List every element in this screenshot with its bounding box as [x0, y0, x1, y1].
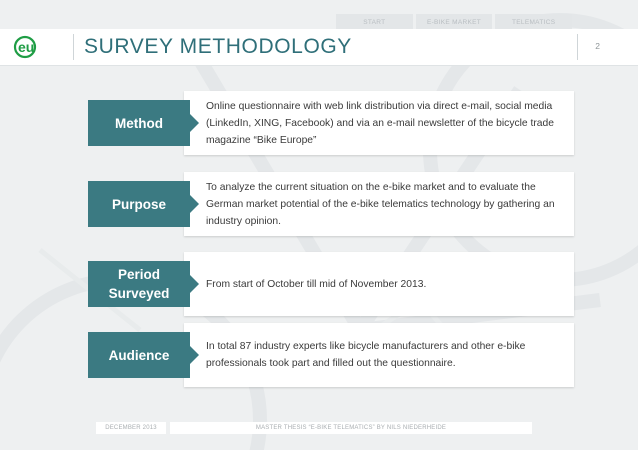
purpose-label: Purpose [88, 181, 190, 227]
top-navigation [336, 14, 572, 30]
purpose-row [88, 172, 574, 236]
nav-tab-e-bike-market[interactable]: E-BIKE MARKET [416, 14, 493, 30]
footer-thesis-title: MASTER THESIS “E-BIKE TELEMATICS” BY NILS NIEDERHEIDE [170, 422, 532, 434]
audience-description: In total 87 industry experts like bicycle manufacturers and other e-bike professionals took part and filled out the questionnaire. [206, 341, 526, 369]
method-row [88, 91, 574, 155]
footer-date: DECEMBER 2013 [96, 422, 166, 434]
eu-logo [13, 34, 59, 60]
svg-text:eu: eu [18, 39, 35, 55]
nav-tab-telematics[interactable]: TELEMATICS [495, 14, 572, 30]
page-title: SURVEY METHODOLOGY [84, 35, 352, 58]
nav-tab-start[interactable]: START [336, 14, 413, 30]
audience-row [88, 323, 574, 387]
footer [96, 422, 532, 434]
header-bar [0, 29, 638, 66]
audience-label: Audience [88, 332, 190, 378]
method-description: Online questionnaire with web link distribution via direct e-mail, social media (LinkedIn, XING, Facebook) and via an e-mail newsletter of the bicycle trade magazine “Bike Europe” [206, 100, 554, 146]
header-divider-right [577, 34, 578, 60]
period-row [88, 252, 574, 316]
method-label: Method [88, 100, 190, 146]
purpose-description: To analyze the current situation on the e-bike market and to evaluate the German market potential of the e-bike telematics technology by gathering an industry opinion. [206, 181, 555, 227]
period-label: Period Surveyed [88, 261, 190, 307]
page-number: 2 [595, 41, 600, 51]
period-description: From start of October till mid of November 2013. [206, 278, 427, 290]
header-divider [73, 34, 74, 60]
